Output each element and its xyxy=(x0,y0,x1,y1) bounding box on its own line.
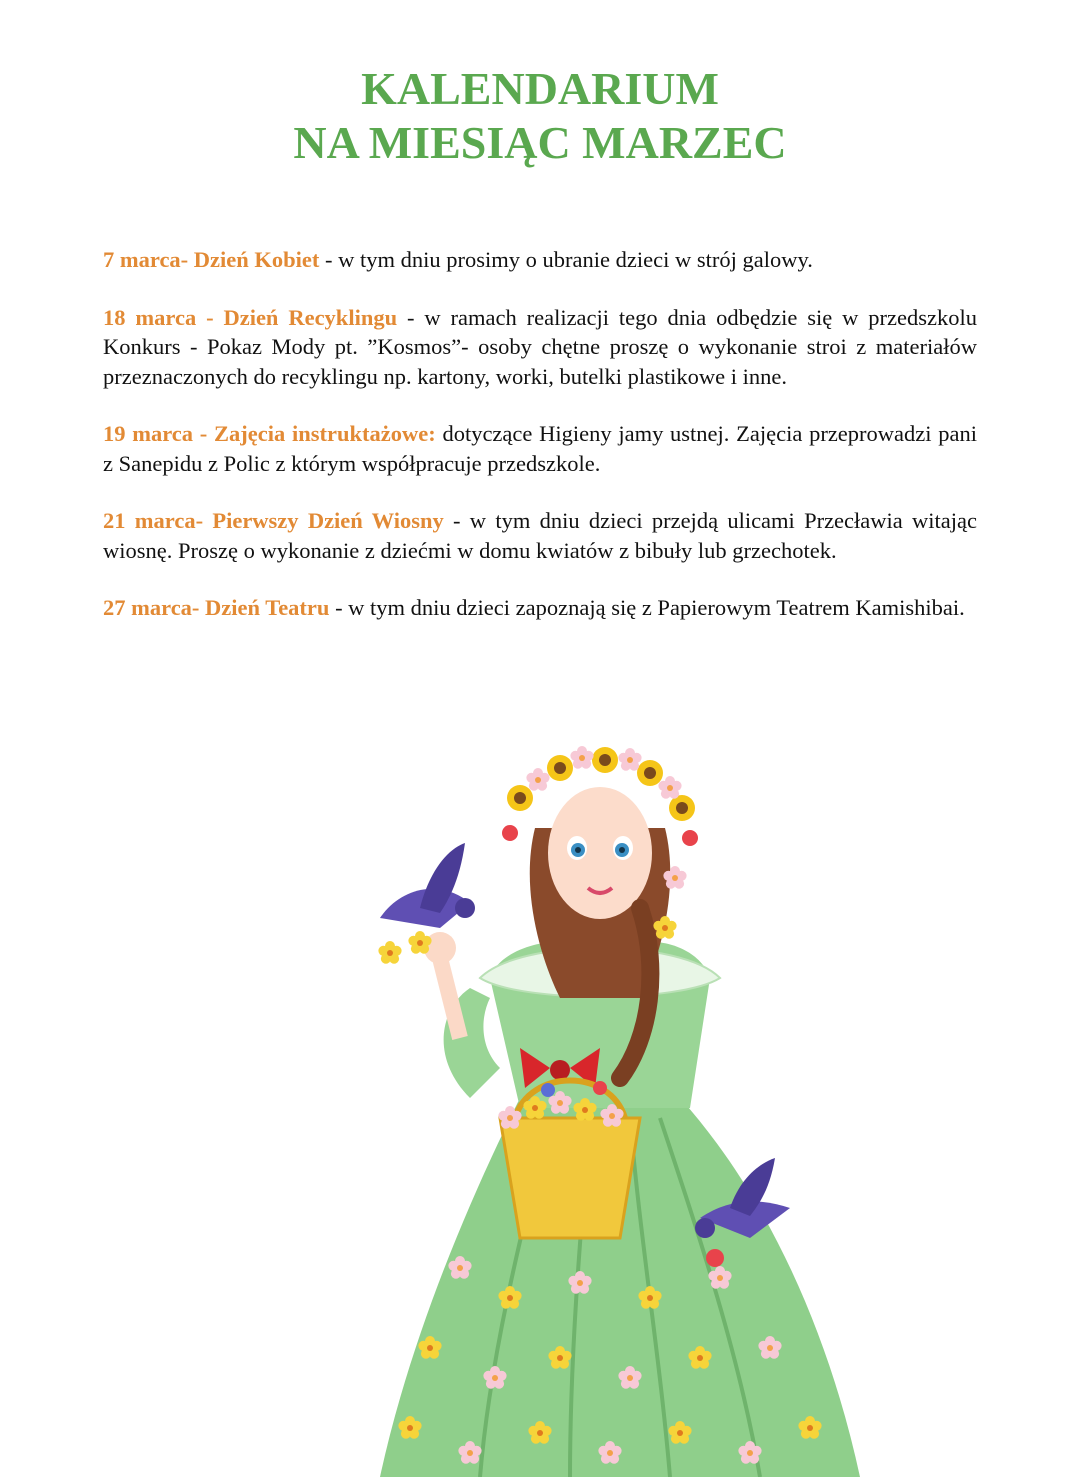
spring-girl-illustration xyxy=(320,738,880,1477)
event-description: dotyczące Higieny jamy ustnej. Zajęcia przeprowadzi pani z Sanepidu z Polic z którym współpracuje przedszkole. xyxy=(103,421,977,476)
swallow-bird-left xyxy=(378,843,475,964)
event-description: - w ramach realizacji tego dnia odbędzie się w przedszkolu Konkurs - Pokaz Mody pt. ”Kosmos”- osoby chętne proszę o wykonanie stroi z materiałów przeznaczonych do recyklingu np. kartony, worki, butelki plastikowe i inne. xyxy=(103,304,977,389)
event-description: - w tym dniu dzieci przejdą ulicami Przecławia witając wiosnę. Proszę o wykonanie z dziećmi w domu kwiatów z bibuły lub grzechotek. xyxy=(103,508,977,563)
event-item xyxy=(103,506,977,565)
event-item xyxy=(103,245,977,275)
event-date-title: 18 marca - Dzień Recyklingu xyxy=(103,304,398,330)
event-date-title: 19 marca - Zajęcia instruktażowe: xyxy=(103,421,436,446)
event-item xyxy=(103,303,977,392)
event-date-title: 7 marca- Dzień Kobiet xyxy=(103,247,320,272)
event-description: - w tym dniu dzieci zapoznają się z Papierowym Teatrem Kamishibai. xyxy=(329,595,965,620)
title-line-2: NA MIESIĄC MARZEC xyxy=(293,117,787,168)
event-description: - w tym dniu prosimy o ubranie dzieci w strój galowy. xyxy=(319,247,813,272)
event-date-title: 21 marca- Pierwszy Dzień Wiosny xyxy=(103,508,444,533)
event-item xyxy=(103,419,977,478)
flower-basket xyxy=(500,1118,640,1238)
event-date-title: 27 marca- Dzień Teatru xyxy=(103,595,330,620)
events-list xyxy=(103,245,977,651)
page-title xyxy=(0,62,1080,170)
event-item xyxy=(103,593,977,623)
title-line-1: KALENDARIUM xyxy=(361,63,719,114)
